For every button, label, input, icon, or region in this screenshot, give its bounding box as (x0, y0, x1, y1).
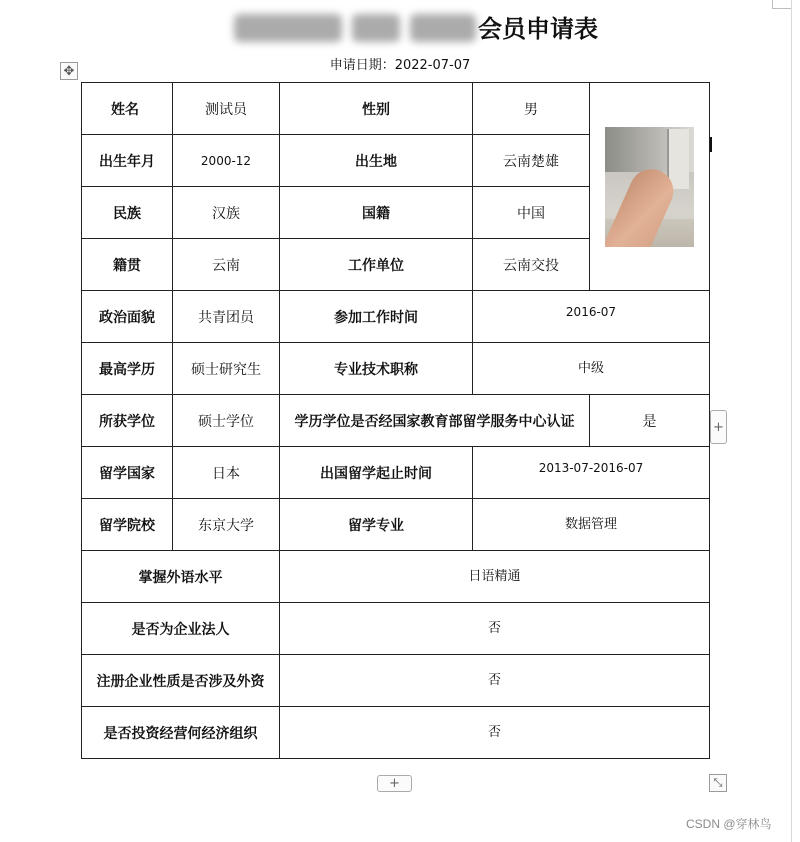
field-value-foreign-language[interactable]: 日语精通 (280, 551, 710, 603)
table-row (82, 395, 710, 447)
field-label-degree: 所获学位 (82, 395, 173, 447)
field-label-native-place: 籍贯 (82, 239, 173, 291)
add-column-button[interactable] (710, 410, 727, 444)
field-value-professional-title[interactable]: 中级 (473, 343, 710, 395)
table-resize-handle[interactable] (709, 774, 727, 792)
field-label-study-period: 出国留学起止时间 (280, 447, 473, 499)
field-label-political-status: 政治面貌 (82, 291, 173, 343)
field-value-birth-month[interactable]: 2000-12 (173, 135, 280, 187)
field-value-employer[interactable]: 云南交投 (473, 239, 590, 291)
field-label-investment: 是否投资经营何经济组织 (82, 707, 280, 759)
field-value-education[interactable]: 硕士研究生 (173, 343, 280, 395)
plus-icon: + (389, 776, 400, 791)
redacted-title-part (234, 14, 342, 42)
table-row (82, 343, 710, 395)
field-value-birthplace[interactable]: 云南楚雄 (473, 135, 590, 187)
apply-date: 申请日期：2022-07-07 (329, 58, 471, 73)
field-value-investment[interactable]: 否 (280, 707, 710, 759)
field-value-nationality[interactable]: 中国 (473, 187, 590, 239)
table-row (82, 655, 710, 707)
field-label-foreign-capital: 注册企业性质是否涉及外资 (82, 655, 280, 707)
field-value-name[interactable]: 测试员 (173, 83, 280, 135)
table-row (82, 707, 710, 759)
field-label-study-major: 留学专业 (280, 499, 473, 551)
field-label-professional-title: 专业技术职称 (280, 343, 473, 395)
field-value-work-start[interactable]: 2016-07 (473, 291, 710, 343)
add-row-button[interactable] (377, 775, 412, 792)
applicant-photo (605, 127, 694, 247)
field-value-study-school[interactable]: 东京大学 (173, 499, 280, 551)
field-label-name: 姓名 (82, 83, 173, 135)
field-label-birthplace: 出生地 (280, 135, 473, 187)
page-corner-mark (772, 0, 791, 9)
redacted-title-part (352, 14, 400, 42)
table-row (82, 603, 710, 655)
text-cursor (710, 137, 712, 152)
field-value-legal-person[interactable]: 否 (280, 603, 710, 655)
field-value-foreign-capital[interactable]: 否 (280, 655, 710, 707)
field-label-ethnicity: 民族 (82, 187, 173, 239)
field-label-legal-person: 是否为企业法人 (82, 603, 280, 655)
field-value-degree[interactable]: 硕士学位 (173, 395, 280, 447)
field-label-study-school: 留学院校 (82, 499, 173, 551)
field-value-study-country[interactable]: 日本 (173, 447, 280, 499)
photo-cell[interactable] (590, 83, 710, 291)
field-label-foreign-language: 掌握外语水平 (82, 551, 280, 603)
field-label-work-start: 参加工作时间 (280, 291, 473, 343)
field-label-birth-month: 出生年月 (82, 135, 173, 187)
table-row (82, 83, 710, 135)
table-row (82, 499, 710, 551)
page-edge (791, 0, 792, 842)
field-value-native-place[interactable]: 云南 (173, 239, 280, 291)
field-label-study-country: 留学国家 (82, 447, 173, 499)
watermark: CSDN @穿林鸟 (686, 817, 772, 831)
table-row (82, 551, 710, 603)
application-form-table (81, 82, 710, 759)
field-value-study-period[interactable]: 2013-07-2016-07 (473, 447, 710, 499)
table-row (82, 291, 710, 343)
redacted-title-part (410, 14, 476, 42)
field-value-gender[interactable]: 男 (473, 83, 590, 135)
field-value-ethnicity[interactable]: 汉族 (173, 187, 280, 239)
field-value-political-status[interactable]: 共青团员 (173, 291, 280, 343)
resize-diagonal-icon: ⤡ (713, 776, 723, 789)
table-row (82, 447, 710, 499)
move-arrows-icon: ✥ (63, 63, 75, 79)
field-label-nationality: 国籍 (280, 187, 473, 239)
field-label-gender: 性别 (280, 83, 473, 135)
field-value-study-major[interactable]: 数据管理 (473, 499, 710, 551)
field-label-employer: 工作单位 (280, 239, 473, 291)
field-label-degree-certified: 学历学位是否经国家教育部留学服务中心认证 (280, 395, 590, 447)
table-move-handle[interactable] (60, 62, 78, 80)
plus-icon: + (713, 419, 724, 435)
document-title: 会员申请表 (478, 15, 598, 43)
field-value-degree-certified[interactable]: 是 (590, 395, 710, 447)
field-label-education: 最高学历 (82, 343, 173, 395)
